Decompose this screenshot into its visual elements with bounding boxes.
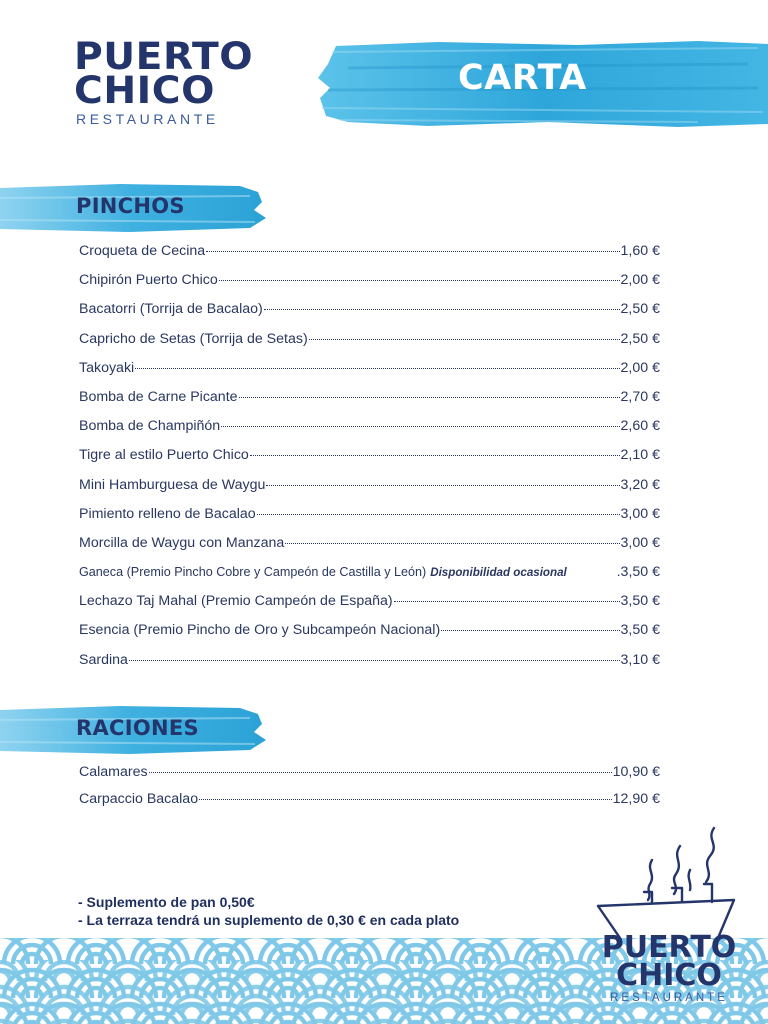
menu-item (79, 622, 660, 651)
menu-item (79, 477, 660, 506)
dot-leader (309, 339, 620, 340)
dot-leader (199, 799, 612, 800)
dot-leader (266, 485, 619, 486)
page-title: CARTA (458, 58, 587, 98)
section-title: RACIONES (76, 716, 199, 740)
dot-leader (567, 572, 617, 573)
item-name: Calamares (79, 764, 148, 780)
item-name: Lechazo Taj Mahal (Premio Campeón de España) (79, 593, 393, 610)
pinchos-list (79, 243, 660, 681)
item-price: 2,10 € (620, 447, 660, 464)
dot-leader (206, 251, 619, 252)
item-name: Chipirón Puerto Chico (79, 272, 218, 289)
dot-leader (250, 455, 620, 456)
item-price: 3,50 € (620, 622, 660, 639)
menu-item (79, 418, 660, 447)
item-name: Bomba de Champiñón (79, 418, 221, 435)
footer-logo (589, 930, 749, 1004)
item-price: 12,90 € (612, 790, 660, 807)
item-price: 1,60 € (620, 243, 660, 259)
item-name: Bomba de Carne Picante (79, 388, 238, 405)
item-price: 2,50 € (620, 330, 660, 347)
item-price: 3,50 € (620, 593, 660, 610)
footer-logo-line-2: CHICO (616, 958, 722, 993)
ship-icon (594, 822, 738, 942)
item-price: 3,10 € (620, 651, 660, 668)
item-price: 2,50 € (620, 301, 660, 318)
item-price: 3,00 € (620, 534, 660, 551)
menu-item (79, 593, 660, 622)
menu-item (79, 331, 660, 360)
item-name: Sardina (79, 651, 128, 668)
item-price: 3,20 € (620, 476, 660, 493)
item-name: Morcilla de Waygu con Manzana (79, 534, 285, 551)
item-name: Bacatorri (Torrija de Bacalao) (79, 301, 263, 318)
item-price: 10,90 € (612, 764, 660, 780)
item-name: Esencia (Premio Pincho de Oro y Subcampeón Nacional) (79, 622, 441, 639)
menu-item (79, 791, 660, 818)
item-price: 2,00 € (620, 359, 660, 376)
logo-line-1: PUERTO (74, 35, 254, 78)
menu-item (79, 389, 660, 418)
menu-item (79, 652, 660, 681)
dot-leader (264, 309, 620, 310)
item-name: Ganeca (Premio Pincho Cobre y Campeón de Castilla y León) (79, 565, 427, 580)
raciones-list (79, 764, 660, 817)
section-title: PINCHOS (76, 194, 185, 218)
note-terrace: - La terraza tendrá un suplemento de 0,30 € en cada plato (78, 912, 460, 928)
item-name: Tigre al estilo Puerto Chico (79, 447, 249, 464)
dot-leader (285, 543, 619, 544)
logo-line-2: CHICO (74, 69, 215, 112)
dot-leader (394, 601, 620, 602)
note-bread: - Suplemento de pan 0,50€ (78, 894, 255, 910)
item-price: .3,50 € (616, 564, 660, 581)
menu-item (79, 360, 660, 389)
footer-logo-subtitle: RESTAURANTE (610, 992, 728, 1004)
item-price: 3,00 € (620, 505, 660, 522)
menu-item (79, 535, 660, 564)
dot-leader (135, 368, 619, 369)
menu-item (79, 564, 660, 593)
item-price: 2,00 € (620, 272, 660, 289)
carta-banner (318, 38, 768, 130)
footer-logo-line-1: PUERTO (601, 930, 737, 965)
restaurant-logo (74, 35, 254, 127)
item-name: Mini Hamburguesa de Waygu (79, 476, 266, 493)
dot-leader (219, 280, 620, 281)
dot-leader (441, 630, 619, 631)
section-header-raciones (0, 704, 268, 756)
item-note: Disponibilidad ocasional (430, 566, 567, 580)
menu-item (79, 506, 660, 535)
item-name: Takoyaki (79, 359, 135, 376)
dot-leader (149, 772, 612, 773)
dot-leader (221, 426, 619, 427)
logo-subtitle: RESTAURANTE (76, 111, 219, 127)
section-header-pinchos (0, 182, 268, 234)
item-name: Capricho de Setas (Torrija de Setas) (79, 330, 308, 347)
menu-item (79, 243, 660, 272)
dot-leader (239, 397, 620, 398)
dot-leader (257, 514, 620, 515)
item-name: Croqueta de Cecina (79, 243, 206, 259)
item-price: 2,60 € (620, 418, 660, 435)
menu-item (79, 301, 660, 330)
menu-item (79, 447, 660, 476)
item-name: Pimiento relleno de Bacalao (79, 505, 256, 522)
item-name: Carpaccio Bacalao (79, 790, 199, 807)
menu-item (79, 764, 660, 791)
item-price: 2,70 € (620, 388, 660, 405)
dot-leader (129, 660, 620, 661)
footer-notes (78, 893, 459, 929)
menu-item (79, 272, 660, 301)
